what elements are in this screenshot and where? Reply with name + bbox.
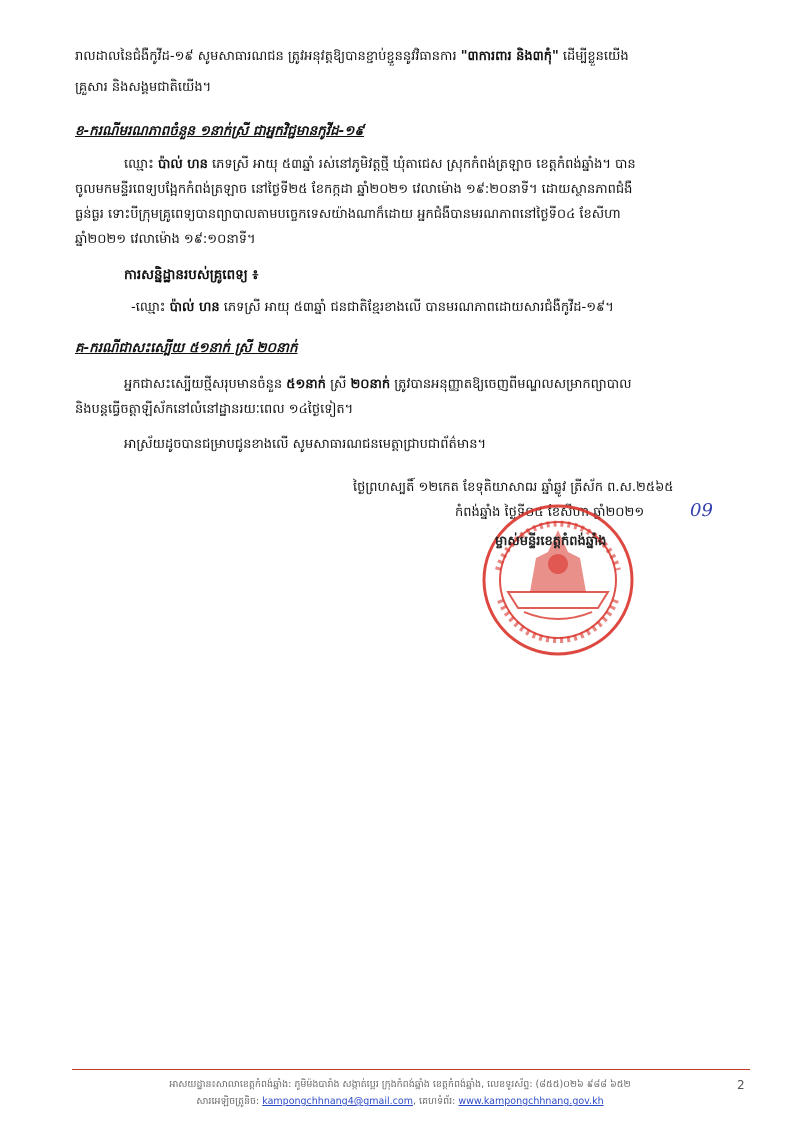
footer-divider: [72, 1069, 750, 1070]
kha-para-line-1: [124, 152, 636, 178]
kha-line1-rest: ភេទស្រី អាយុ ៥៣ឆ្នាំ រស់នៅភូមិវត្តថ្មី ឃុំតាជេស ស្រុកកំពង់ត្រឡាច ខេត្តកំពង់ឆ្នាំង។ បាន: [207, 157, 636, 172]
page-number: 2: [737, 1078, 745, 1092]
intro-line-1: [75, 44, 629, 70]
diagnosis-line: [131, 295, 614, 321]
kha-para-line-3: ធ្ងន់ធ្ងរ ទោះបីក្រុមគ្រូពេទ្យបានព្យាបាលតាមបច្ចេកទេសយ៉ាងណាក៏ដោយ អ្នកជំងឺបានមរណភាពនៅថ្ងៃទី០៤ ខែសីហា: [75, 207, 621, 222]
ko-recovered-female: ២០នាក់: [350, 377, 391, 392]
intro-text-b: ដើម្បីខ្លួនយើង: [558, 49, 629, 64]
closing-line: អាស្រ័យដូចបានជម្រាបជូនខាងលើ សូមសាធារណជនមេត្តាជ្រាបជាព័ត៌មាន។: [124, 437, 487, 452]
kha-name-prefix: ឈ្មោះ: [124, 157, 158, 172]
section-ko-heading: គ-ករណីជាសះស្បើយ ៥១នាក់ ស្រី ២០នាក់: [75, 340, 298, 356]
official-seal-icon: [478, 500, 638, 660]
footer-web-label: , គេហទំព័រ:: [412, 1096, 459, 1107]
kha-patient-name: ប៉ាល់ ហន: [157, 157, 208, 172]
intro-bold-slogan: "៣ការពារ និង៣កុំ": [460, 49, 559, 64]
footer-website-link[interactable]: www.kampongchhnang.gov.kh: [458, 1096, 604, 1107]
footer-address: អាសយដ្ឋាន៖សាលាខេត្តកំពង់ឆ្នាំង: ភូមិម៉ងបារាំង សង្កាត់ប្អេរ ក្រុងកំពង់ឆ្នាំង ខេត្តកំពង់ឆ្នាំង, លេខទូរស័ព្ទ: (៨៥៥)០២៦ ៩៨៨ ៦៥២: [169, 1079, 631, 1090]
ko-line1-pre: អ្នកជាសះស្បើយថ្មីសរុបមានចំនួន: [124, 377, 287, 392]
solar-date: កំពង់ឆ្នាំង ថ្ងៃទី០៥ ខែសីហា ឆ្នាំ២០២១: [455, 505, 645, 520]
intro-line-2: គ្រួសារ និងសង្គមជាតិយើង។: [75, 80, 212, 95]
ko-line1-post: ត្រូវបានអនុញ្ញាតឱ្យចេញពីមណ្ឌលសម្រាកព្យាបាល: [390, 377, 632, 392]
footer-email-link[interactable]: kampongchhnang4@gmail.com: [262, 1096, 413, 1107]
lunar-date: ថ្ងៃព្រហស្បតិ៍ ១២កេត ខែទុតិយាសាឍ ឆ្នាំឆ្លូវ ត្រីស័ក ព.ស.២៥៦៥: [353, 480, 674, 495]
kha-para-line-4: ឆ្នាំ២០២១ វេលាម៉ោង ១៩:១០នាទី។: [75, 232, 256, 247]
ko-para-line-2: និងបន្តធ្វើចត្តាឡីស័កនៅលំនៅដ្ឋានរយៈពេល ១៤ថ្ងៃទៀត។: [75, 402, 354, 417]
kha-para-line-2: ចូលមកមន្ទីរពេទ្យបង្អែកកំពង់ត្រឡាច នៅថ្ងៃទី២៥ ខែកក្កដា ឆ្នាំ២០២១ វេលាម៉ោង ១៩:២០នាទី។ ដោយស្ថានភាពជំងឺ: [75, 182, 633, 197]
diag-patient-name: ប៉ាល់ ហន: [169, 300, 220, 315]
ko-line1-mid: ស្រី: [325, 377, 351, 392]
handwritten-day: 09: [690, 500, 713, 521]
diag-prefix: -ឈ្មោះ: [131, 300, 170, 315]
signing-office: ម្ចាស់មន្ទីរខេត្តកំពង់ឆ្នាំង: [495, 534, 607, 549]
diagnosis-heading: ការសន្និដ្ឋានរបស់គ្រូពេទ្យ ៖: [124, 267, 259, 283]
ko-recovered-total: ៥១នាក់: [286, 377, 326, 392]
diag-rest: ភេទស្រី អាយុ ៥៣ឆ្នាំ ជនជាតិខ្មែរខាងលើ បានមរណភាពដោយសារជំងឺកូវីដ-១៩។: [219, 300, 614, 315]
intro-text-a: រាលដាលនៃជំងឺកូវីដ-១៩ សូមសាធារណជន ត្រូវអនុវត្តឱ្យបានខ្ជាប់ខ្ជួននូវវិធានការ: [75, 49, 461, 64]
footer-contacts: [0, 1095, 800, 1109]
ko-para-line-1: [124, 372, 632, 398]
footer-email-label: សារអេឡិចត្រូនិច:: [196, 1096, 263, 1107]
section-kha-heading: ខ-ករណីមរណភាពចំនួន ១នាក់ស្រី ជាអ្នកវិជ្ជមានកូវីដ-១៩: [75, 123, 364, 139]
